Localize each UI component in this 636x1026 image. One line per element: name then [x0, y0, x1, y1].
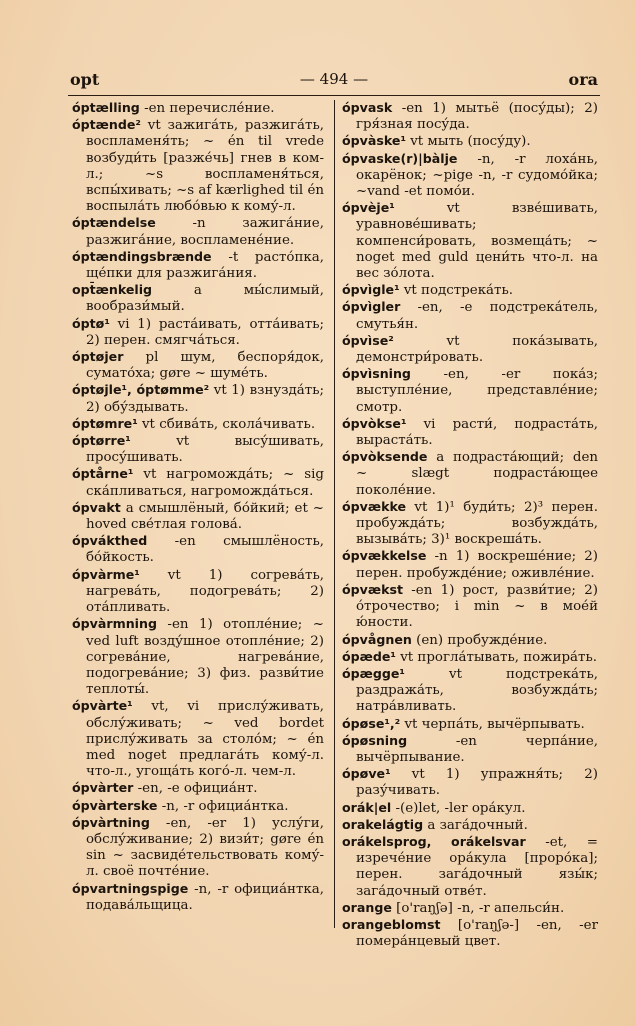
entry-definition: -n, -r лоха́нь, окарёнок; ~pige -n, -r судомо́йка; ~vand -et помо́и. — [356, 151, 598, 200]
dictionary-entry — [342, 649, 598, 666]
entry-definition: -(e)let, -ler ора́кул. — [391, 800, 526, 816]
entry-definition: -en 1) рост, разви́тие; 2) о́трочество; i min ~ в мое́й ю́ности. — [356, 582, 598, 631]
dictionary-entry — [72, 215, 324, 248]
dictionary-entry — [342, 151, 598, 201]
entry-headword: óptø¹ — [72, 315, 110, 331]
entry-headword: orakelágtig — [342, 816, 424, 832]
dictionary-entry — [342, 299, 598, 332]
entry-headword: ópvòksende — [342, 449, 428, 465]
entry-definition: vi расти́, подраста́ть, выраста́ть. — [356, 416, 598, 449]
entry-headword: óptøjle¹, óptømme² — [72, 382, 210, 398]
entry-definition: vt сбива́ть, скола́чивать. — [137, 416, 316, 432]
dictionary-entry — [342, 366, 598, 416]
entry-definition: vt мыть (посу́ду). — [405, 134, 531, 150]
entry-definition: vt черпа́ть, вычёрпывать. — [400, 716, 585, 732]
header-rule — [68, 95, 600, 96]
entry-headword: óptænde² — [72, 117, 141, 133]
entry-definition: -en, -er 1) услу́ги, обслу́живание; 2) визи́т; gøre én sin ~ засвиде́тельствовать кому́-л. своё почте́ние. — [86, 815, 324, 880]
entry-headword: ópvàrte¹ — [72, 698, 133, 714]
entry-headword: opt̄ænkelig — [72, 282, 153, 298]
entry-definition: -en 1) мытьё (посу́ды); 2) гря́зная посу́да. — [356, 101, 598, 133]
dictionary-entry — [72, 249, 324, 282]
dictionary-entry — [342, 449, 598, 499]
entry-headword: óptændelse — [72, 215, 156, 231]
entry-definition: vt взве́шивать, уравнове́шивать; компенси́ровать, возмеща́ть; ~ noget med guld цени́ть что-л. на вес зо́лота. — [356, 201, 598, 282]
entry-definition: vt 1)¹ буди́ть; 2)³ перен. пробужда́ть; возбужда́ть, вызыва́ть; 3)¹ воскреша́ть. — [356, 499, 598, 548]
dictionary-entry — [72, 780, 324, 797]
entry-definition: vt подстрека́ть, раздража́ть, возбужда́ть; натра́вливать. — [356, 666, 598, 715]
entry-headword: ópvákthed — [72, 533, 148, 549]
entry-headword: ópvàske¹ — [342, 133, 406, 149]
page-number: — 494 — — [299, 70, 369, 88]
column-divider — [334, 100, 335, 928]
dictionary-entry — [72, 382, 324, 415]
dictionary-entry — [72, 100, 324, 117]
entry-definition: -en, -e подстрека́тель, смутья́н. — [356, 300, 598, 332]
entry-headword: ópøse¹,² — [342, 715, 401, 731]
entry-headword: ópvàrme¹ — [72, 566, 140, 582]
dictionary-entry — [72, 117, 324, 215]
entry-headword: orange — [342, 899, 392, 915]
entry-definition: a мы́слимый, вообрази́мый. — [86, 283, 324, 315]
entry-headword: ópvask — [342, 100, 393, 115]
dictionary-entry — [342, 834, 598, 900]
dictionary-entry — [342, 582, 598, 632]
right-column — [342, 100, 598, 950]
entry-headword: ópægge¹ — [342, 665, 405, 681]
left-column — [72, 100, 324, 914]
dictionary-entry — [342, 548, 598, 581]
dictionary-entry — [342, 733, 598, 766]
dictionary-entry — [72, 815, 324, 881]
entry-definition: vt прогла́тывать, пожира́ть. — [395, 649, 597, 665]
dictionary-entry — [342, 100, 598, 133]
entry-headword: ópvågnen — [342, 631, 412, 647]
entry-headword: ópvìse² — [342, 332, 394, 348]
dictionary-entry — [342, 632, 598, 649]
entry-definition: pl шум, беспоря́док, сумато́ха; gøre ~ шуме́ть. — [86, 350, 324, 382]
entry-definition: -n 1) воскреше́ние; 2) перен. пробужде́ние; оживле́ние. — [356, 549, 598, 581]
entry-definition: -en черпа́ние, вычёрпывание. — [356, 733, 598, 765]
entry-definition: (en) пробужде́ние. — [411, 632, 548, 648]
entry-headword: ópvækst — [342, 581, 403, 597]
dictionary-entry — [342, 200, 598, 282]
entry-headword: ópvækkelse — [342, 548, 427, 564]
entry-headword: ópæde¹ — [342, 648, 396, 664]
dictionary-entry — [72, 433, 324, 466]
entry-headword: ópvìgle¹ — [342, 282, 400, 298]
entry-headword: óptøjer — [72, 349, 124, 365]
entry-definition: vt нагроможда́ть; ~ sig ска́пливаться, нагроможда́ться. — [86, 467, 324, 499]
entry-definition: -en, -e официа́нт. — [133, 781, 258, 797]
entry-definition: vt подстрека́ть. — [399, 283, 513, 299]
dictionary-entry — [72, 466, 324, 499]
dictionary-entry — [72, 349, 324, 382]
dictionary-entry — [342, 817, 598, 834]
dictionary-entry — [342, 800, 598, 817]
entry-headword: orákelsprog, orákelsvar — [342, 833, 526, 849]
entry-headword: ópvìgler — [342, 299, 401, 315]
entry-headword: ópøsning — [342, 732, 408, 748]
entry-definition: a смышлёный, бо́йкий; et ~ hoved све́тлая голова́. — [86, 500, 324, 533]
page-header — [70, 70, 598, 92]
entry-headword: ópvòkse¹ — [342, 415, 407, 431]
dictionary-entry — [342, 333, 598, 366]
dictionary-entry — [342, 282, 598, 299]
dictionary-entry — [342, 666, 598, 716]
entry-headword: ópvække — [342, 498, 407, 514]
entry-headword: óptårne¹ — [72, 466, 134, 482]
entry-definition: a подраста́ющий; den ~ slægt подраста́ющее поколе́ние. — [356, 450, 598, 498]
dictionary-entry — [72, 500, 324, 533]
entry-definition: -t расто́пка, ще́пки для разжига́ния. — [86, 249, 324, 282]
entry-definition: [o'raŋʃə] -n, -r апельси́н. — [391, 900, 565, 916]
dictionary-entry — [342, 499, 598, 549]
entry-definition: -et, = изрече́ние ора́кула [проро́ка]; перен. зага́дочный язы́к; зага́дочный отве́т. — [356, 834, 598, 899]
header-left-guide-word: opt — [70, 70, 100, 89]
entry-definition: [o'raŋʃə-] -en, -er помера́нцевый цвет. — [356, 917, 598, 950]
dictionary-entry — [72, 282, 324, 315]
entry-definition: vt 1) согрева́ть, нагрева́ть, подогрева́ть; 2) ота́пливать. — [86, 567, 324, 616]
dictionary-entry — [72, 881, 324, 914]
entry-headword: ópvartningspige — [72, 880, 189, 896]
dictionary-entry — [72, 616, 324, 698]
entry-definition: vt высу́шивать, просу́шивать. — [86, 434, 324, 466]
entry-definition: vt 1) взнузда́ть; 2) обу́здывать. — [86, 383, 324, 415]
dictionary-entry — [72, 698, 324, 780]
entry-headword: ópvàrmning — [72, 616, 157, 632]
header-right-guide-word: ora — [568, 70, 598, 89]
entry-headword: orangeblomst — [342, 916, 441, 932]
entry-headword: ópvaske(r)|bàlje — [342, 150, 458, 166]
entry-headword: ópøve¹ — [342, 766, 391, 782]
entry-headword: ópvàrtning — [72, 814, 150, 830]
dictionary-entry — [342, 716, 598, 733]
entry-definition: a зага́дочный. — [423, 817, 528, 833]
dictionary-entry — [72, 316, 324, 349]
entry-definition: -n, -r официа́нтка, подава́льщица. — [86, 881, 324, 913]
entry-headword: óptømre¹ — [72, 415, 138, 431]
entry-definition: -en, -er пока́з; выступле́ние, представле́ние; смотр. — [356, 367, 598, 415]
entry-definition: -n, -r официа́нтка. — [157, 798, 289, 814]
entry-definition: vt зажига́ть, разжига́ть, воспламеня́ть; ~ én til vrede возбуди́ть [разже́чь] гнев в ком-л.; ~s воспламеня́ться, вспы́хивать; ~s af kærlighed til én воспыла́ть любо́вью к кому́-л. — [86, 118, 324, 215]
entry-headword: ópvàrter — [72, 780, 134, 796]
dictionary-entry — [72, 567, 324, 617]
entry-definition: -en смышлёность, бо́йкость. — [86, 534, 324, 566]
entry-definition: vt пока́зывать, демонстри́ровать. — [356, 333, 598, 366]
dictionary-entry — [342, 766, 598, 799]
entry-headword: óptændingsbrænde — [72, 248, 212, 264]
entry-headword: orák|el — [342, 799, 392, 815]
dictionary-entry — [342, 917, 598, 950]
entry-definition: -en перечисле́ние. — [139, 101, 275, 116]
entry-definition: vt, vi прислу́живать, обслу́живать; ~ ved bordet прислу́живать за столо́м; ~ én med noget предлага́ть кому́-л. что-л., угоща́ть кого́-л. чем-л. — [86, 699, 324, 780]
entry-headword: ópvakt — [72, 499, 121, 515]
dictionary-entry — [72, 416, 324, 433]
entry-definition: -en 1) отопле́ние; ~ ved luft возду́шное отопле́ние; 2) согрева́ние, нагрева́ние, подогрева́ние; 3) физ. разви́тие теплоты́. — [86, 617, 324, 698]
entry-headword: ópvìsning — [342, 366, 411, 382]
entry-headword: ópvàrterske — [72, 797, 158, 813]
dictionary-entry — [72, 798, 324, 815]
entry-headword: óptørre¹ — [72, 433, 131, 449]
dictionary-entry — [342, 133, 598, 150]
entry-definition: vt 1) упражня́ть; 2) разу́чивать. — [356, 767, 598, 799]
entry-definition: -n зажига́ние, разжига́ние, воспламене́ние. — [86, 216, 324, 248]
entry-definition: vi 1) раста́ивать, отта́ивать; 2) перен. смягча́ться. — [86, 316, 324, 348]
dictionary-entry — [342, 900, 598, 917]
entry-headword: ópvèje¹ — [342, 200, 395, 216]
dictionary-entry — [72, 533, 324, 566]
entry-headword: óptælling — [72, 100, 140, 115]
dictionary-entry — [342, 416, 598, 449]
